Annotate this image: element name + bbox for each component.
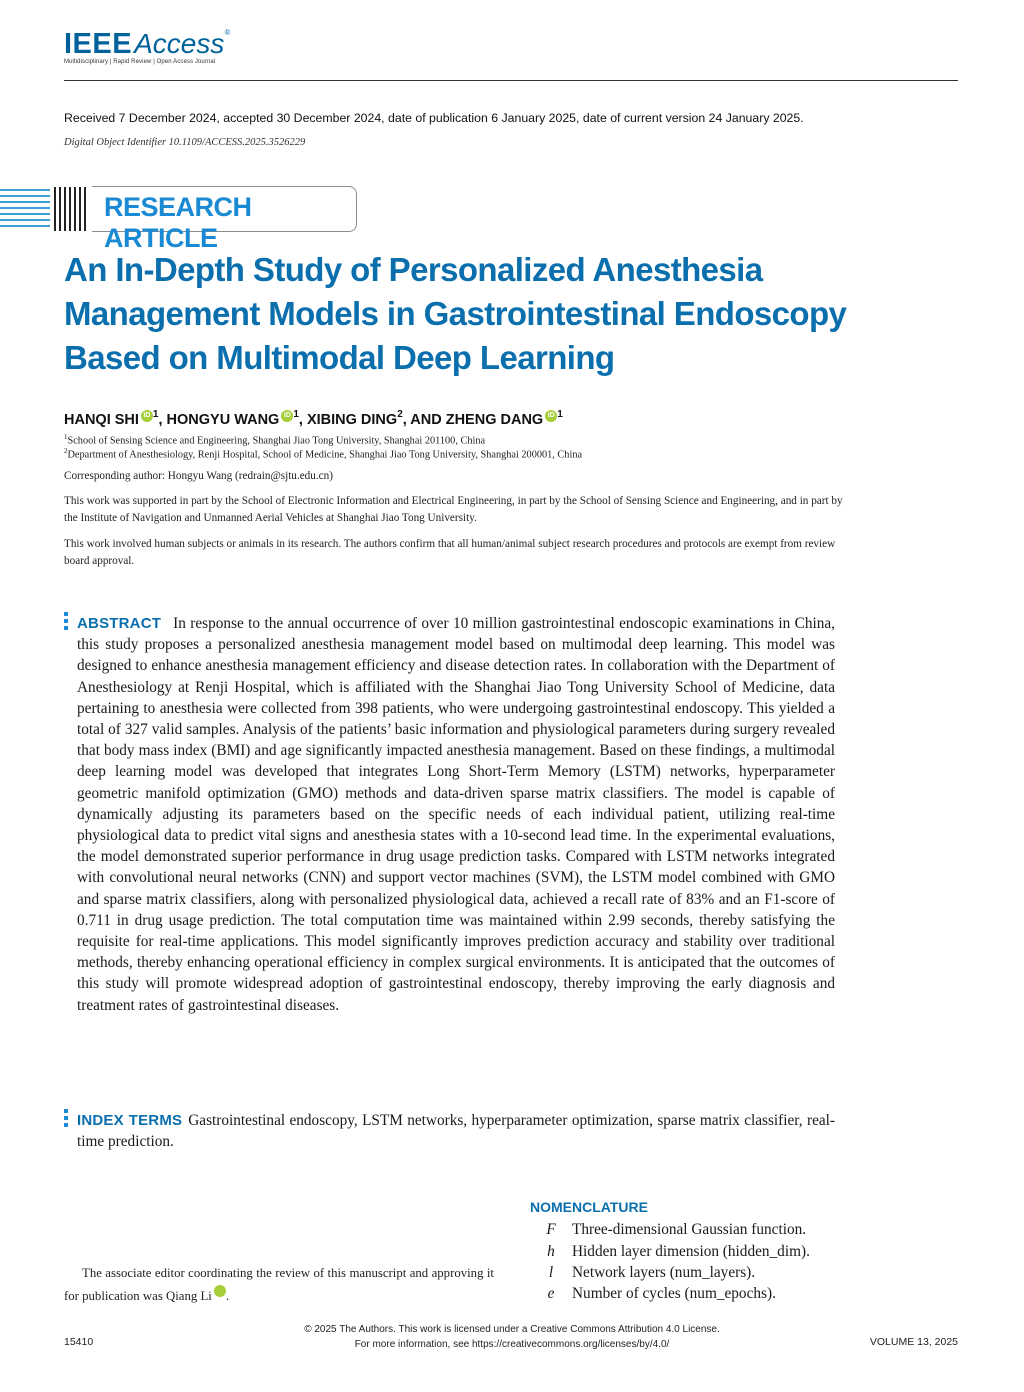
banner-bars (52, 185, 92, 233)
nomenclature-symbol: e (547, 1285, 555, 1302)
nomenclature-symbol: h (547, 1243, 555, 1260)
header-rule (64, 80, 958, 81)
nomenclature-description: Three-dimensional Gaussian function. (572, 1221, 807, 1238)
nomenclature-title: NOMENCLATURE (530, 1199, 648, 1215)
article-title: An In-Depth Study of Personalized Anesthesia Management Models in Gastrointestinal Endoscopy Based on Multimodal Deep Learning (64, 251, 847, 376)
author-name: ZHENG DANG (445, 412, 544, 428)
author-affiliation-number: 1 (152, 409, 159, 420)
author-affiliation-number: 1 (293, 409, 299, 420)
nomenclature-description: Network layers (num_layers). (572, 1264, 756, 1281)
affiliation-text: Department of Anesthesiology, Renji Hospital, School of Medicine, Shanghai Jiao Tong University, Shanghai 200001, China (67, 449, 583, 461)
editor-note: The associate editor coordinating the review of this manuscript and approving it for publication was Qiang Li iD. (64, 1266, 494, 1303)
license-line-2[interactable]: For more information, see https://creativecommons.org/licenses/by/4.0/ (354, 1339, 670, 1350)
orcid-icon[interactable]: iD (281, 410, 293, 422)
journal-logo (64, 28, 230, 65)
affiliation-1 (64, 433, 485, 446)
nomenclature-row (530, 1243, 810, 1261)
banner-stripes (0, 185, 50, 233)
logo-tagline: Multidisciplinary | Rapid Review | Open Access Journal (64, 59, 216, 65)
banner-label: RESEARCH ARTICLE (104, 192, 252, 253)
nomenclature-symbol: F (546, 1221, 556, 1238)
author-name: XIBING DING (306, 412, 398, 428)
author-name: HANQI SHI (64, 412, 139, 428)
nomenclature-row (530, 1264, 755, 1282)
abstract-text: In response to the annual occurrence of over 10 million gastrointestinal endoscopic examinations in China, this study proposes a personalized anesthesia management model based on multimodal deep learning. This model was designed to enhance anesthesia management efficiency and disease detection rates. In collaboration with the Department of Anesthesiology at Renji Hospital, which is affiliated with the Shanghai Jiao Tong University School of Medicine, data pertaining to anesthesia were collected from 398 patients, who were undergoing gastrointestinal endoscopy. This yielded a total of 327 valid samples. Analysis of the patients’ basic information and physiological parameters during surgery revealed that body mass index (BMI) and age significantly impacted anesthesia management. Based on these findings, a multimodal deep learning model was developed that integrates Long Short-Term Memory (LSTM) networks, hyperparameter geometric manifold optimization (GMO) methods and data-driven sparse matrix classifiers. The model is capable of dynamically adjusting its parameters based on the specific needs of each individual patient, utilizing real-time physiological data to predict vital signs and anesthesia states with a 10-second lead time. In the experimental evaluations, the model demonstrated superior performance in drug usage prediction tasks. Compared with LSTM networks integrated with convolutional neural networks (CNN) and support vector machines (SVM), the LSTM model combined with GMO and sparse matrix classifiers, along with personalized physiological data, achieved a recall rate of 83% and an F1-score of 0.711 in drug usage prediction. The total computation time was maintained within 2.99 seconds, thereby satisfying the requisite for real-time applications. This model significantly improves prediction accuracy and stability over traditional methods, thereby enhancing operational efficiency in complex surgical environments. It is anticipated that the outcomes of this study will promote widespread adoption of gastrointestinal endoscopy, thereby improving the early diagnosis and treatment rates of gastrointestinal diseases. (77, 615, 835, 1014)
license-line-1: © 2025 The Authors. This work is licensed under a Creative Commons Attribution 4.0 License. (304, 1324, 720, 1335)
doi-line: Digital Object Identifier 10.1109/ACCESS.2025.3526229 (64, 137, 306, 148)
logo-access: Access (134, 28, 225, 59)
affiliation-text: School of Sensing Science and Engineering, Shanghai Jiao Tong University, Shanghai 201100, China (67, 435, 486, 447)
nomenclature-row (530, 1285, 776, 1303)
author-separator: , AND (402, 412, 446, 428)
orcid-icon[interactable]: iD (545, 410, 557, 422)
author-list (64, 409, 563, 428)
affiliation-2 (64, 447, 582, 460)
logo-ieee: IEEE (64, 28, 133, 60)
author-affiliation-number: 2 (397, 409, 403, 420)
abstract-marker (64, 612, 68, 633)
ethics-note: This work involved human subjects or animals in its research. The authors confirm that all human/animal subject research procedures and protocols are exempt from review board approval. (64, 538, 836, 567)
abstract-label: ABSTRACT (77, 615, 162, 632)
logo-trademark: ® (224, 28, 231, 37)
nomenclature-description: Hidden layer dimension (hidden_dim). (572, 1243, 810, 1260)
author-name: HONGYU WANG (166, 412, 280, 428)
volume-label: VOLUME 13, 2025 (869, 1336, 958, 1348)
affiliation-number: 2 (64, 447, 68, 455)
author-separator: , (158, 412, 167, 428)
corresponding-author: Corresponding author: Hongyu Wang (redrain@sjtu.edu.cn) (64, 470, 333, 482)
nomenclature-symbol: l (548, 1264, 554, 1281)
author-separator: , (298, 412, 307, 428)
affiliation-number: 1 (64, 433, 68, 441)
orcid-icon[interactable]: iD (214, 1285, 226, 1297)
nomenclature-description: Number of cycles (num_epochs). (572, 1285, 776, 1302)
orcid-icon[interactable]: iD (141, 410, 153, 422)
author-affiliation-number: 1 (557, 409, 563, 420)
index-terms-label: INDEX TERMS (77, 1112, 183, 1129)
nomenclature-row (530, 1221, 806, 1239)
page-number: 15410 (64, 1336, 94, 1348)
index-terms (77, 1110, 835, 1152)
index-terms-text: Gastrointestinal endoscopy, LSTM networks, hyperparameter optimization, sparse matrix classifier, real-time prediction. (77, 1112, 835, 1151)
funding-note: This work was supported in part by the School of Electronic Information and Electrical Engineering, in part by the School of Sensing Science and Engineering, and in part by the Institute of Navigation and Unmanned Aerial Vehicles at Shanghai Jiao Tong University. (64, 495, 843, 524)
index-terms-marker (64, 1109, 68, 1130)
article-type-banner (0, 185, 360, 253)
abstract (77, 613, 835, 1016)
editor-note-text: The associate editor coordinating the review of this manuscript and approving it for publication was Qiang Li (64, 1266, 494, 1303)
received-line: Received 7 December 2024, accepted 30 December 2024, date of publication 6 January 2025, date of current version 24 January 2025. (64, 111, 804, 125)
